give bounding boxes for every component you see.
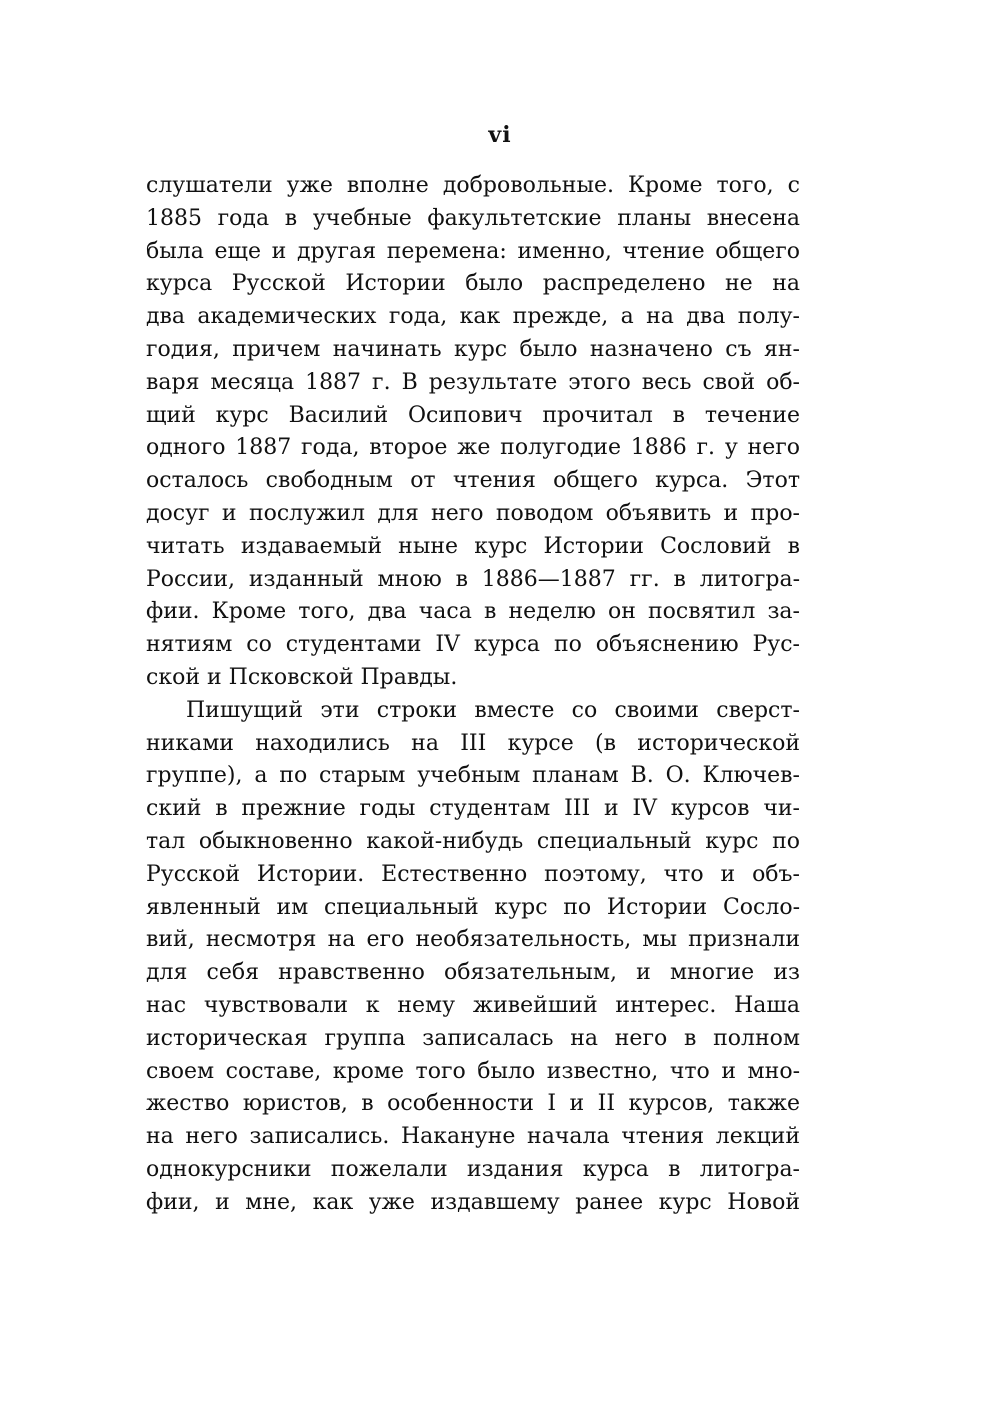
text-line: группе), а по старым учебным планам В. О. Ключев- [146,763,800,789]
text-line: нятиям со студентами IV курса по объяснению Рус- [146,632,800,658]
text-line: на него записались. Накануне начала чтения лекций [146,1124,800,1150]
text-line: годия, причем начинать курс было назначено съ ян- [146,336,800,362]
text-line: осталось свободным от чтения общего курса. Этот [146,468,800,494]
text-line: два академических года, как прежде, а на два полу- [146,304,800,330]
text-line: фии, и мне, как уже издавшему ранее курс Новой [146,1189,800,1215]
text-line: вий, несмотря на его необязательность, мы признали [146,927,800,953]
text-line: историческая группа записалась на него в полном [146,1025,800,1051]
text-line: для себя нравственно обязательным, и многие из [146,960,800,986]
body-text [146,170,800,1220]
text-line: явленный им специальный курс по Истории Сосло- [146,894,800,920]
text-line: жество юристов, в особенности I и II курсов, также [146,1091,800,1117]
text-line: ской и Псковской Правды. [146,664,458,690]
text-line: читать издаваемый ныне курс Истории Сословий в [146,533,800,559]
text-line: фии. Кроме того, два часа в неделю он посвятил за- [146,599,800,625]
text-line: курса Русской Истории было распределено не на [146,271,800,297]
text-line: щий курс Василий Осипович прочитал в течение [146,402,800,428]
page-number: vi [488,122,512,148]
text-line: тал обыкновенно какой-нибудь специальный курс по [146,828,800,854]
paragraph [146,170,800,695]
text-line: была еще и другая перемена: именно, чтение общего [146,238,800,264]
paragraph [146,695,800,1220]
text-line: своем составе, кроме того было известно, что и мно- [146,1058,800,1084]
text-line: нас чувствовали к нему живейший интерес. Наша [146,992,800,1018]
text-line: варя месяца 1887 г. В результате этого весь свой об- [146,369,800,395]
text-line: однокурсники пожелали издания курса в литогра- [146,1156,800,1182]
text-line: одного 1887 года, второе же полугодие 1886 г. у него [146,435,800,461]
text-line: никами находились на III курсе (в исторической [146,730,800,756]
text-line: 1885 года в учебные факультетские планы внесена [146,205,800,231]
text-line: России, изданный мною в 1886—1887 гг. в литогра- [146,566,800,592]
text-line: Пишущий эти строки вместе со своими сверст- [186,697,800,723]
text-line: Русской Истории. Естественно поэтому, что и объ- [146,861,800,887]
text-line: слушатели уже вполне добровольные. Кроме того, с [146,173,800,198]
text-line: ский в прежние годы студентам III и IV курсов чи- [146,796,800,822]
text-line: досуг и послужил для него поводом объявить и про- [146,500,800,526]
